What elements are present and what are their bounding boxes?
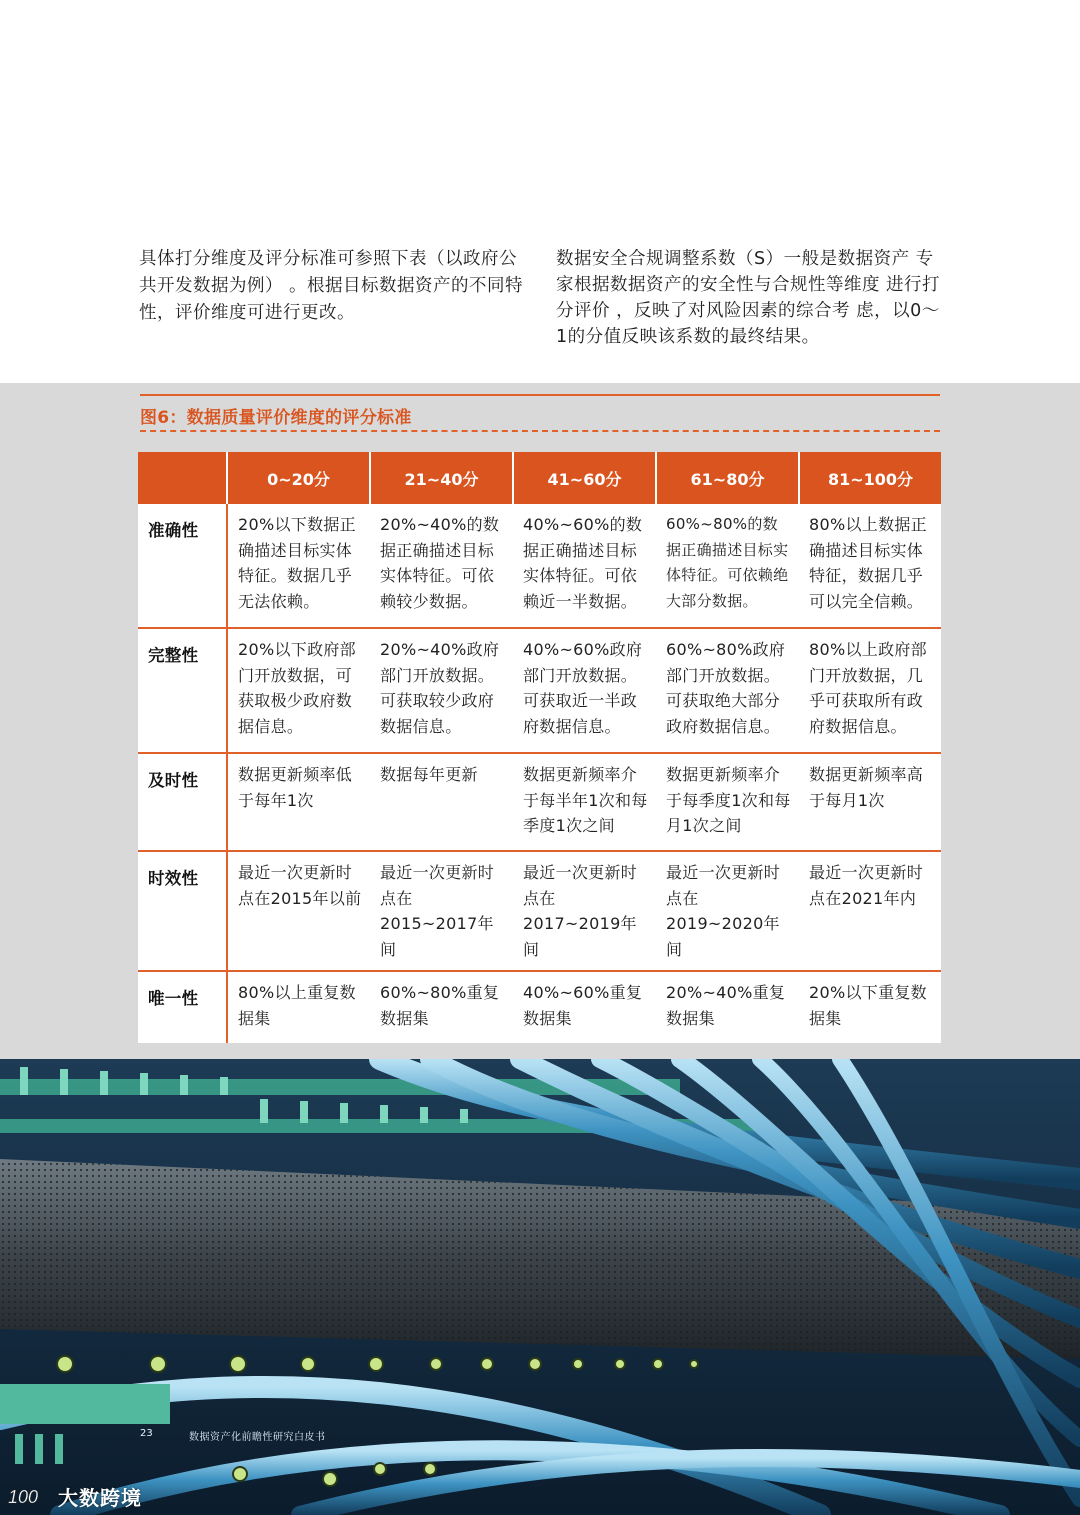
table-cell: 80%以上重复数据集 [238,983,356,1028]
table-cell: 数据每年更新 [370,753,513,851]
page-number: 23 [140,1428,153,1439]
table-cell: 最近一次更新时点在2015~2017年间 [370,851,513,971]
table-cell: 40%~60%的数据正确描述目标实体特征。可依赖近一半数据。 [513,504,656,628]
table-cell: 20%以下政府部门开放数据，可获取极少政府数据信息。 [227,628,370,753]
table-cell: 20%以下重复数据集 [809,983,927,1028]
watermark-logo-icon [8,1483,52,1509]
table-cell: 40%~60%重复数据集 [523,983,643,1028]
row-label-accuracy: 准确性 [138,504,227,628]
table-header-corner [138,452,227,504]
row-label-recency: 时效性 [138,851,227,971]
table-cell: 20%~40%重复数据集 [666,983,786,1028]
server-cables-photo [0,1059,1080,1515]
figure-top-rule [140,394,940,396]
table-cell: 60%~80%重复数据集 [380,983,500,1028]
table-row-timeliness [138,753,941,851]
watermark-logo-text: 100 [8,1487,39,1507]
table-cell: 数据更新频率高于每月1次 [799,753,941,851]
row-label-completeness: 完整性 [138,628,227,753]
table-cell: 数据更新频率低于每年1次 [227,753,370,851]
table-cell: 最近一次更新时点在2019~2020年间 [656,851,799,971]
table-cell: 40%~60%政府部门开放数据。可获取近一半政府数据信息。 [513,628,656,753]
table-cell: 最近一次更新时点在2015年以前 [227,851,370,971]
table-cell: 20%~40%政府部门开放数据。可获取较少政府数据信息。 [370,628,513,753]
row-label-timeliness: 及时性 [138,753,227,851]
watermark-text: 大数跨境 [58,1485,142,1510]
table-cell: 最近一次更新时点在2017~2019年间 [513,851,656,971]
table-cell: 最近一次更新时点在2021年内 [799,851,941,971]
table-row-accuracy [138,504,941,628]
table-cell: 数据更新频率介于每半年1次和每季度1次之间 [513,753,656,851]
table-header-41-60: 41~60分 [513,452,656,504]
table-header-21-40: 21~40分 [370,452,513,504]
table-row-uniqueness [138,971,941,1043]
table-cell: 80%以上数据正确描述目标实体特征，数据几乎可以完全信赖。 [799,504,941,628]
server-rack-illustration [0,1059,1080,1515]
table-cell: 20%以下数据正确描述目标实体特征。数据几乎无法依赖。 [227,504,370,628]
table-row-completeness [138,628,941,753]
table-cell: 80%以上政府部门开放数据，几乎可获取所有政府数据信息。 [799,628,941,753]
table-cell: 60%~80%政府部门开放数据。可获取绝大部分政府数据信息。 [656,628,799,753]
table-header-0-20: 0~20分 [227,452,370,504]
intro-paragraph-right: 数据安全合规调整系数（S）一般是数据资产 专家根据数据资产的安全性与合规性等维度 进行打分评价 ，反映了对风险因素的综合考 虑，以0～1的分值反映该系数的最终结果。 [556,249,941,347]
row-label-uniqueness: 唯一性 [138,971,227,1043]
table-cell: 数据更新频率介于每季度1次和每月1次之间 [656,753,799,851]
figure-title: 图6：数据质量评价维度的评分标准 [140,408,412,428]
table-row-recency [138,851,941,971]
table-cell: 60%~80%的数据正确描述目标实体特征。可依赖绝大部分数据。 [656,504,799,628]
figure-dashed-rule [140,430,940,432]
watermark [8,1480,142,1512]
table-header-row [138,452,941,504]
table-cell: 20%~40%的数据正确描述目标实体特征。可依赖较少数据。 [370,504,513,628]
scoring-table [138,452,941,1043]
intro-paragraph-left: 具体打分维度及评分标准可参照下表（以政府公共开发数据为例） 。根据目标数据资产的不同特性，评价维度可进行更改。 [139,249,524,323]
footer-doc-title: 数据资产化前瞻性研究白皮书 [189,1432,326,1443]
table-header-81-100: 81~100分 [799,452,941,504]
table-header-61-80: 61~80分 [656,452,799,504]
